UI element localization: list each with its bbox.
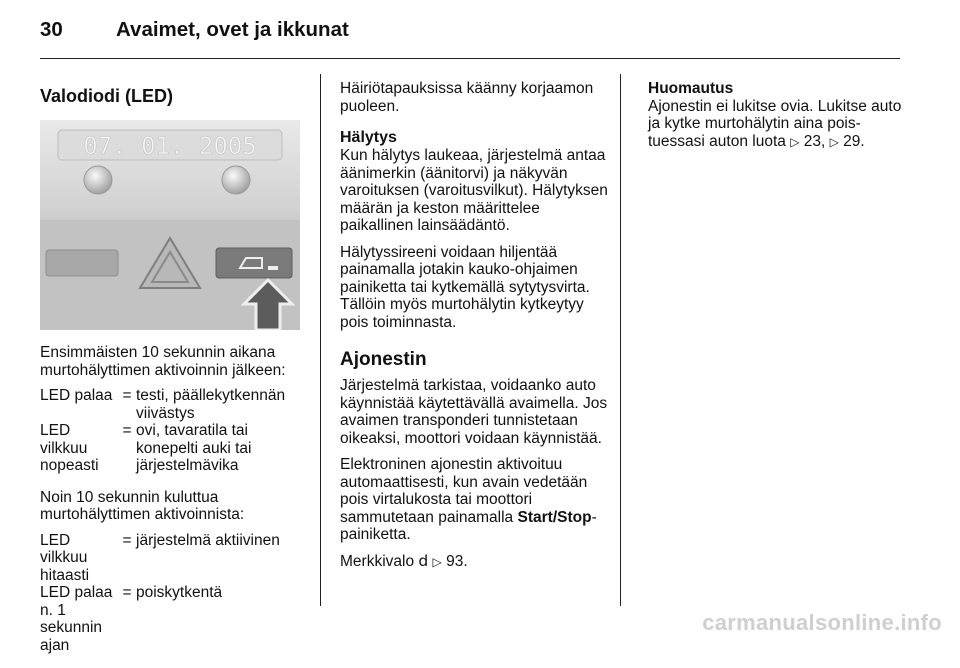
header-rule [40, 58, 900, 59]
definition-list-1 [40, 387, 305, 475]
paragraph-intro: Ensimmäisten 10 sekunnin aikana murtohälyttimen aktivoinnin jälkeen: [40, 344, 286, 379]
column-2 [340, 80, 608, 580]
paragraph-indicator [340, 553, 608, 572]
definition-term: LED palaa n. 1 sekunnin ajan [40, 584, 113, 654]
page-title: Avaimet, ovet ja ikkunat [116, 18, 349, 41]
equals-sign: = [122, 387, 132, 404]
definition-row [40, 387, 305, 422]
note-text: Ajonestin ei lukitse ovia. Lukitse auto ja kytke murtohälytin aina pois-tuessasi auton luota [648, 97, 902, 150]
section-heading-led: Valodiodi (LED) [40, 86, 173, 106]
equals-sign: = [122, 584, 132, 601]
paragraph-auto-activation [340, 456, 608, 544]
definition-list-2 [40, 532, 305, 655]
section-heading-immobiliser: Ajonestin [340, 349, 427, 370]
panel-button-left [46, 250, 118, 276]
definition-row [40, 532, 305, 585]
page-ref: 93. [446, 552, 468, 570]
text-run: Merkkivalo [340, 552, 419, 570]
alarm-led-photo [40, 120, 300, 330]
page-header [40, 18, 349, 42]
paragraph-intro-2: Noin 10 sekunnin kuluttua murtohälyttimen aktivoinnista: [40, 488, 245, 523]
column-divider-2 [620, 74, 621, 606]
page-ref-icon: ▷ [432, 554, 442, 569]
page-ref-icon: ▷ [790, 134, 800, 149]
alarm-button [216, 248, 292, 278]
led-indicator [268, 266, 278, 270]
column-1 [40, 80, 305, 668]
paragraph-service: Häiriötapauksissa käänny korjaamon puoleen. [340, 80, 594, 115]
page-number: 30 [40, 18, 63, 41]
equals-sign: = [122, 531, 132, 549]
paragraph-immobiliser: Järjestelmä tarkistaa, voidaanko auto käynnistää käytettävällä avaimella. Jos avaimen transponderi tunnistetaan oikeaksi, moottori voidaan käynnistää. [340, 377, 608, 447]
immobiliser-warning-icon: d [418, 551, 429, 570]
definition-desc: testi, päällekytkennän viivästys [136, 387, 286, 422]
text-run: Elektroninen ajonestin aktivoituu automaattisesti, kun avain vedetään pois virtalukosta tai moottori sammutetaan painamalla [340, 456, 588, 526]
section-heading-alarm: Hälytys [340, 129, 397, 146]
definition-desc: järjestelmä aktiivinen [136, 531, 280, 549]
column-3 [648, 80, 910, 160]
note-paragraph [648, 98, 910, 152]
definition-desc: ovi, tavaratila tai konepelti auki tai järjestelmävika [136, 422, 252, 474]
left-knob-icon [84, 166, 112, 194]
start-stop-label: Start/Stop [517, 508, 592, 526]
page-ref: 23, [803, 132, 826, 150]
definition-term: LED palaa [40, 387, 113, 404]
note-heading: Huomautus [648, 80, 734, 97]
right-knob-icon [222, 166, 250, 194]
paragraph-siren: Hälytyssireeni voidaan hiljentää painamalla jotakin kauko-ohjaimen painiketta tai kytkemällä sytytysvirta. Tällöin myös murtohälytin kytkeytyy pois toiminnasta. [340, 243, 590, 331]
watermark: carmanualsonline.info [702, 610, 942, 635]
definition-term: LED vilkkuu nopeasti [40, 422, 99, 474]
display-date-text: 07. 01. 2005 [83, 132, 257, 160]
equals-sign: = [122, 422, 132, 439]
definition-row [40, 584, 305, 654]
definition-term: LED vilkkuu hitaasti [40, 531, 90, 584]
column-divider-1 [320, 74, 321, 606]
definition-desc: poiskytkentä [136, 584, 223, 601]
definition-row [40, 422, 305, 475]
paragraph-alarm: Kun hälytys laukeaa, järjestelmä antaa äänimerkin (äänitorvi) ja näkyvän varoituksen (varoitusvilkut). Hälytyksen määrän ja keston määrittelee paikallinen lainsäädäntö. [340, 147, 608, 234]
page-ref-icon: ▷ [829, 134, 839, 149]
page-ref: 29. [843, 132, 865, 150]
text-run: -painiketta. [340, 508, 597, 543]
